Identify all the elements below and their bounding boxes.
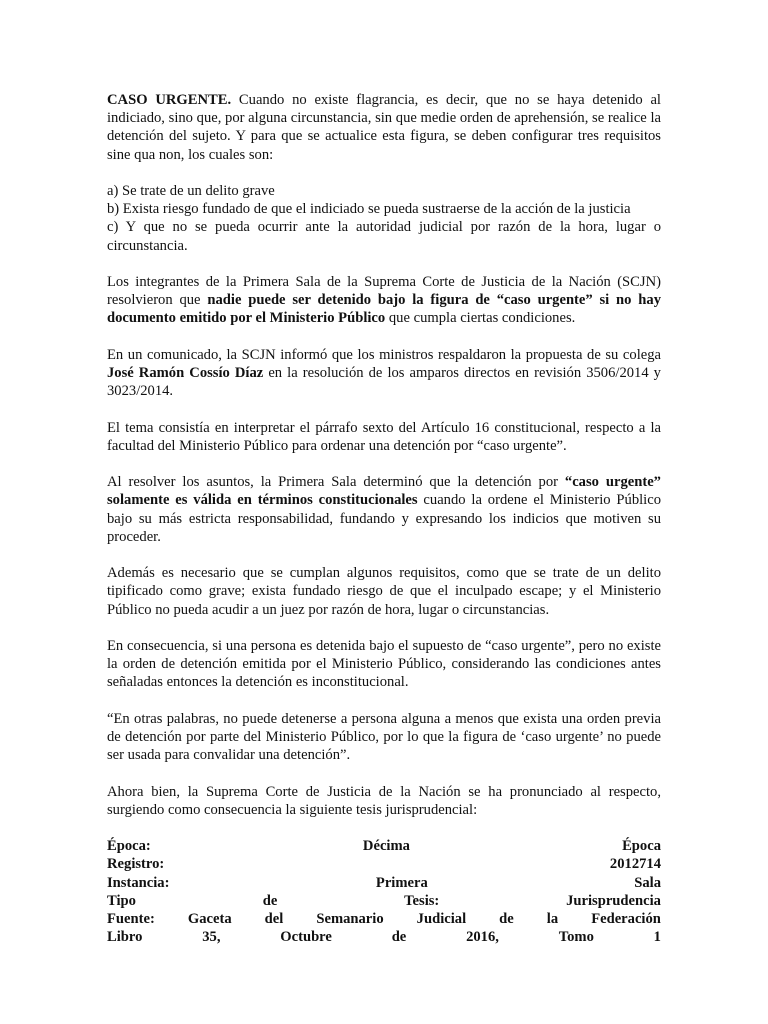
metadata-cell: 2016, <box>466 929 499 946</box>
metadata-cell: de <box>262 892 278 909</box>
metadata-cell: Tipo <box>107 892 136 909</box>
metadata-cell: Época <box>622 838 661 855</box>
metadata-row-instancia <box>107 874 661 892</box>
thesis-metadata <box>107 837 661 946</box>
ahora-paragraph: Ahora bien, la Suprema Corte de Justicia de la Nación se ha pronunciado al respecto, surgiendo como consecuencia la siguiente tesis jurisprudencial: <box>107 783 661 818</box>
resolver-text-a: Al resolver los asuntos, la Primera Sala determinó que la detención por <box>107 474 565 491</box>
metadata-cell: Décima <box>362 838 410 855</box>
comunicado-text-a: En un comunicado, la SCJN informó que los ministros respaldaron la propuesta de su colega <box>107 346 661 363</box>
metadata-cell: Sala <box>634 874 661 891</box>
intro-paragraph <box>107 91 661 164</box>
integrantes-text-a: Los integrantes de la Primera Sala de la Suprema Corte de Justicia de la Nación (SCJN) resolvieron que <box>107 274 661 309</box>
metadata-cell: Semanario <box>316 910 384 927</box>
intro-text: Cuando no existe flagrancia, es decir, que no se haya detenido al indiciado, sino que, por alguna circunstancia, sin que medie orden de aprehensión, se realice la detención del sujeto. Y para que se actualice esta figura, se deben configurar tres requisitos sine qua non, los cuales son: <box>107 92 661 163</box>
metadata-cell: Primera <box>375 874 428 891</box>
document-body <box>107 91 661 946</box>
metadata-cell: Registro: <box>107 856 165 873</box>
resolver-bold: “caso urgente” solamente es válida en términos constitucionales <box>107 474 661 509</box>
metadata-cell: del <box>264 910 284 927</box>
requirement-item: b) Exista riesgo fundado de que el indiciado se pueda sustraerse de la acción de la justicia <box>107 201 631 218</box>
metadata-row-registro <box>107 855 661 873</box>
comunicado-paragraph <box>107 346 661 401</box>
metadata-cell: 35, <box>202 929 221 946</box>
metadata-cell: 2012714 <box>609 856 661 873</box>
consecuencia-paragraph: En consecuencia, si una persona es detenida bajo el supuesto de “caso urgente”, pero no existe la orden de detención emitida por el Ministerio Público, considerando las condiciones antes señaladas entonces la detención es inconstitucional. <box>107 637 661 691</box>
metadata-cell: Jurisprudencia <box>566 892 661 909</box>
metadata-cell: de <box>391 929 407 946</box>
tema-paragraph: El tema consistía en interpretar el párrafo sexto del Artículo 16 constitucional, respecto a la facultad del Ministerio Público para ordenar una detención por “caso urgente”. <box>107 419 661 454</box>
metadata-row-tipo <box>107 892 661 910</box>
metadata-cell: Tomo <box>558 929 594 946</box>
requirement-item: a) Se trate de un delito grave <box>107 183 275 199</box>
metadata-cell: de <box>499 910 514 927</box>
metadata-row-fuente <box>107 910 661 928</box>
minister-name: José Ramón Cossío Díaz <box>107 365 264 381</box>
metadata-cell: Fuente: <box>107 910 155 927</box>
metadata-cell: Época: <box>107 838 151 855</box>
metadata-cell: Judicial <box>416 910 467 927</box>
metadata-cell: Octubre <box>280 929 332 946</box>
quote-paragraph: “En otras palabras, no puede detenerse a persona alguna a menos que exista una orden previa de detención por parte del Ministerio Público, por lo que la figura de ‘caso urgente’ no puede ser usada para convalidar una detención”. <box>107 710 661 764</box>
metadata-cell: Tesis: <box>404 892 440 909</box>
metadata-cell: Libro <box>107 929 143 946</box>
caso-urgente-heading: CASO URGENTE. <box>107 92 232 108</box>
metadata-cell: la <box>546 910 559 927</box>
integrantes-bold: nadie puede ser detenido bajo la figura de “caso urgente” si no hay documento emitido por el Ministerio Público <box>107 292 661 327</box>
integrantes-text-b: que cumpla ciertas condiciones. <box>385 310 576 327</box>
ademas-paragraph: Además es necesario que se cumplan algunos requisitos, como que se trate de un delito tipificado como grave; exista fundado riesgo de que el inculpado escape; y el Ministerio Público no pueda acudir a un juez por razón de hora, lugar o circunstancias. <box>107 565 661 618</box>
requirement-item: c) Y que no se pueda ocurrir ante la autoridad judicial por razón de la hora, lugar o circunstancia. <box>107 219 661 254</box>
resolver-text-b: cuando la ordene el Ministerio Público bajo su más estricta responsabilidad, fundando y expresando los indicios que motiven su proceder. <box>107 492 661 545</box>
metadata-row-libro <box>107 928 661 946</box>
requirements-list <box>107 182 661 255</box>
integrantes-paragraph <box>107 273 661 328</box>
metadata-cell: 1 <box>653 929 661 946</box>
metadata-cell: Gaceta <box>187 910 232 927</box>
resolver-paragraph <box>107 473 661 546</box>
metadata-row-epoca <box>107 837 661 855</box>
metadata-cell: Federación <box>591 910 661 927</box>
metadata-cell: Instancia: <box>107 874 170 891</box>
comunicado-text-b: en la resolución de los amparos directos en revisión 3506/2014 y 3023/2014. <box>107 365 661 400</box>
